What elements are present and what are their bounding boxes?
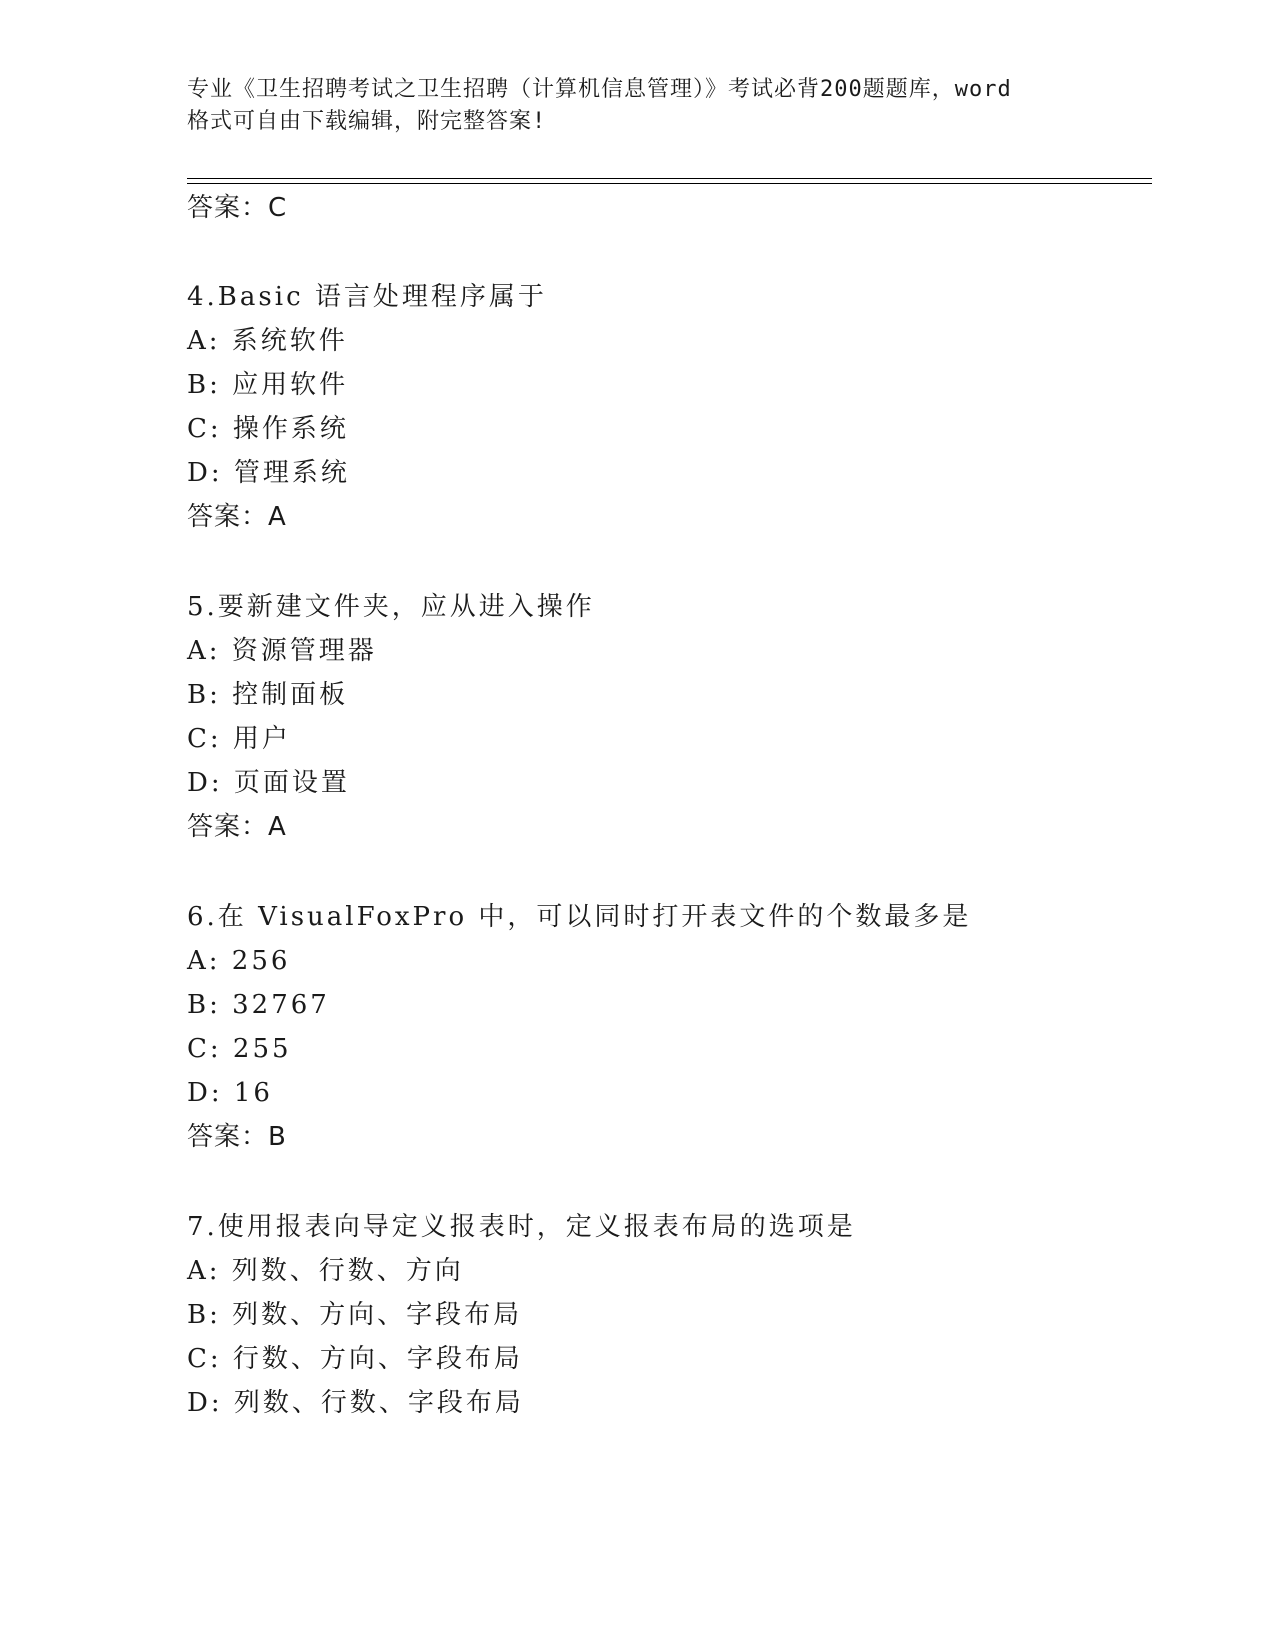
question-7: 7.使用报表向导定义报表时，定义报表布局的选项是 xyxy=(187,1212,856,1242)
question-4: 4.Basic 语言处理程序属于 xyxy=(187,282,547,312)
question-6-option-c: C: 255 xyxy=(187,1034,292,1064)
question-7-option-b: B: 列数、方向、字段布局 xyxy=(187,1300,523,1330)
question-5: 5.要新建文件夹，应从进入操作 xyxy=(187,592,595,622)
header-line-2: 格式可自由下载编辑，附完整答案! xyxy=(187,109,547,134)
question-5-answer: 答案：A xyxy=(187,812,287,842)
question-6: 6.在 VisualFoxPro 中，可以同时打开表文件的个数最多是 xyxy=(187,902,972,932)
document-header xyxy=(187,74,1087,138)
question-5-option-a: A: 资源管理器 xyxy=(187,636,377,666)
question-7-option-d: D: 列数、行数、字段布局 xyxy=(187,1388,524,1418)
header-divider-top xyxy=(187,178,1152,179)
question-4-option-a: A: 系统软件 xyxy=(187,326,348,356)
header-line-1: 专业《卫生招聘考试之卫生招聘（计算机信息管理）》考试必背200题题库，word xyxy=(187,77,1012,102)
question-4-answer: 答案：A xyxy=(187,502,287,532)
answer-prev: 答案：C xyxy=(187,193,288,223)
question-4-option-b: B: 应用软件 xyxy=(187,370,349,400)
question-5-option-b: B: 控制面板 xyxy=(187,680,349,710)
question-5-option-d: D: 页面设置 xyxy=(187,768,350,798)
question-7-option-a: A: 列数、行数、方向 xyxy=(187,1256,464,1286)
question-6-option-d: D: 16 xyxy=(187,1078,273,1108)
question-6-option-b: B: 32767 xyxy=(187,990,330,1020)
question-5-option-c: C: 用户 xyxy=(187,724,291,754)
question-6-answer: 答案：B xyxy=(187,1122,287,1152)
question-6-option-a: A: 256 xyxy=(187,946,291,976)
question-4-option-d: D: 管理系统 xyxy=(187,458,350,488)
header-divider-bottom xyxy=(187,183,1152,184)
question-7-option-c: C: 行数、方向、字段布局 xyxy=(187,1344,523,1374)
question-4-option-c: C: 操作系统 xyxy=(187,414,349,444)
